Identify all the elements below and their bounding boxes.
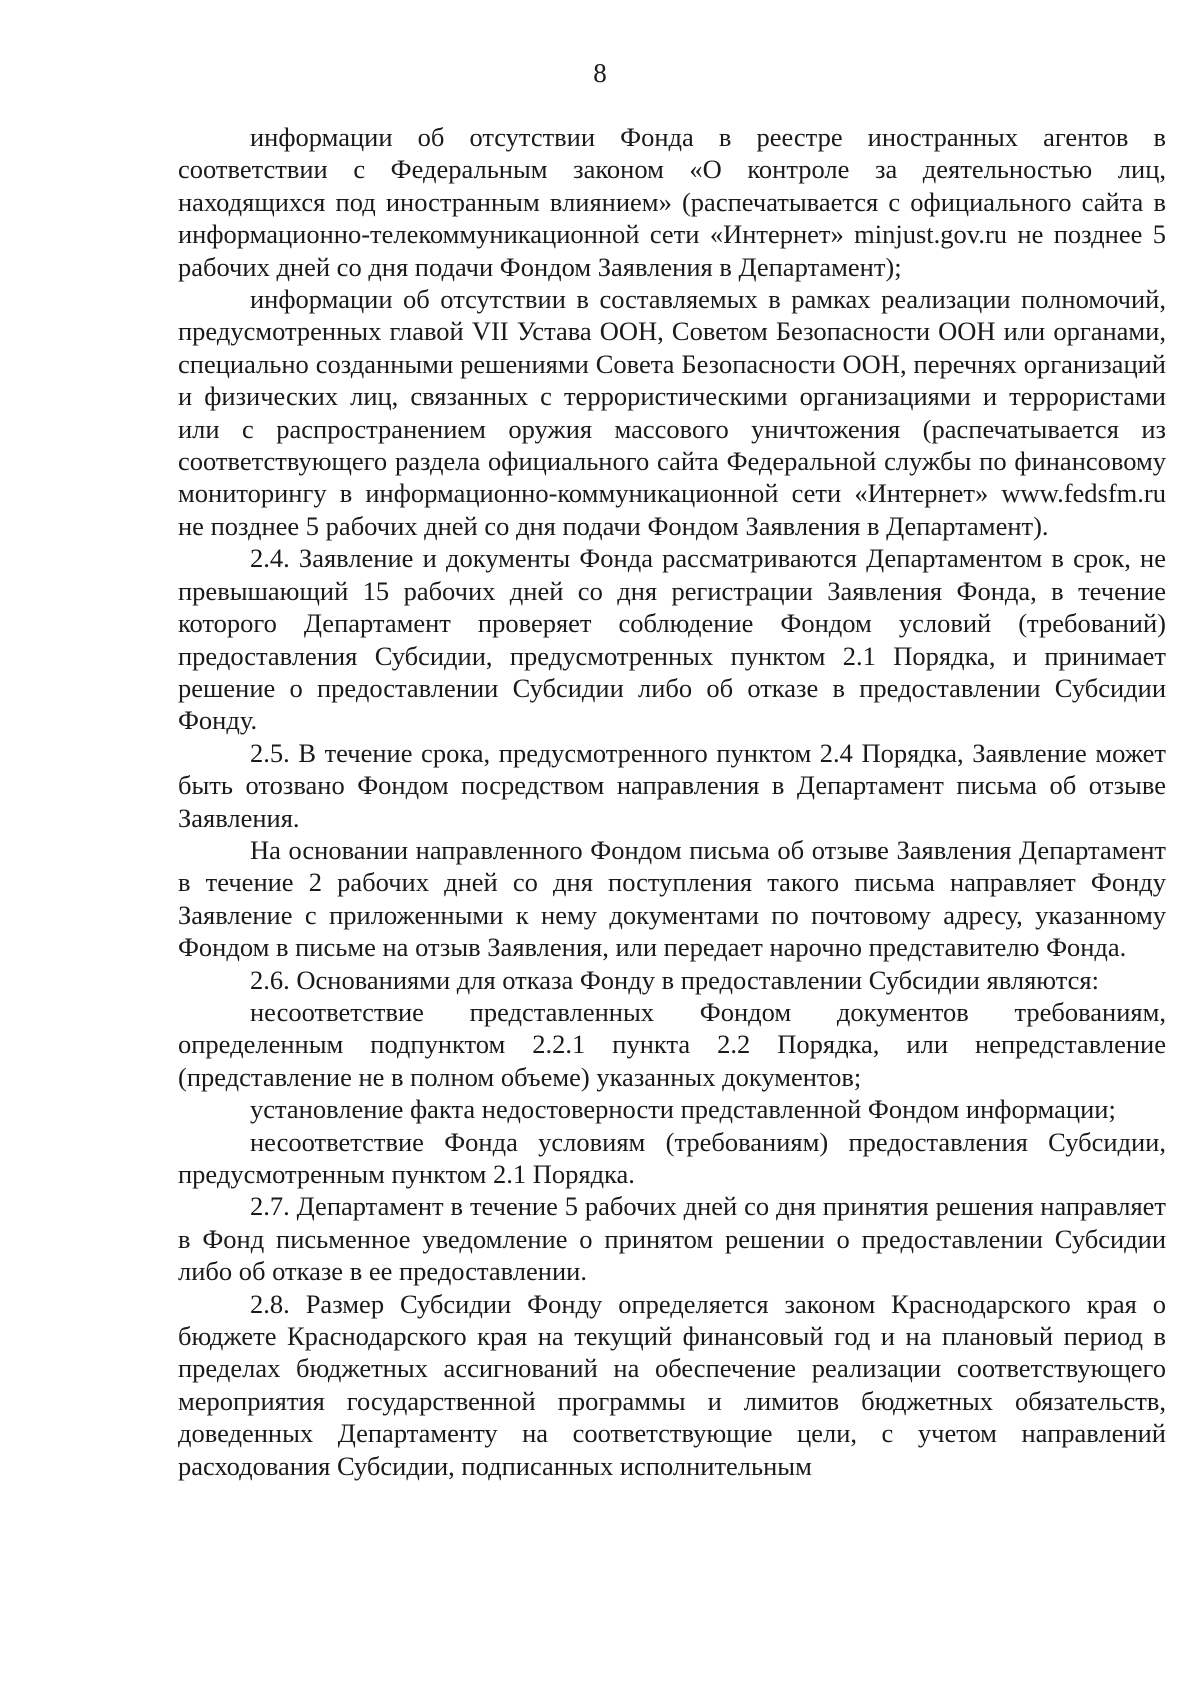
paragraph-un-terrorism-lists: информации об отсутствии в составляемых в рамках реализации полномочий, предусмотренных главой VII Устава ООН, Советом Безопасности ООН или органами, специально созданными решениями Совета Безопасности ООН, перечнях организаций и физических лиц, связанных с террористическими организациями и террористами или с распространением оружия массового уничтожения (распечатывается из соответствующего раздела официального сайта Федеральной службы по финансовому мониторингу в информационно-коммуникационной сети «Интернет» www.fedsfm.ru не позднее 5 рабочих дней со дня подачи Фондом Заявления в Департамент).: [178, 284, 1166, 541]
paragraph-2-6: 2.6. Основаниями для отказа Фонду в предоставлении Субсидии являются:: [250, 964, 1099, 995]
paragraph-foreign-agents-registry: информации об отсутствии Фонда в реестре иностранных агентов в соответствии с Федеральным законом «О контроле за деятельностью лиц, находящихся под иностранным влиянием» (распечатывается с официального сайта в информационно-телекоммуникационной сети «Интернет» minjust.gov.ru не позднее 5 рабочих дней со дня подачи Фондом Заявления в Департамент);: [178, 122, 1166, 282]
paragraph-refusal-ground-documents: несоответствие представленных Фондом документов требованиям, определенным подпунктом 2.2.1 пункта 2.2 Порядка, или непредставление (представление не в полном объеме) указанных документов;: [178, 996, 1166, 1092]
page-number: 8: [593, 58, 607, 88]
paragraph-refusal-ground-false-info: установление факта недостоверности представленной Фондом информации;: [250, 1094, 1116, 1125]
document-body: [178, 121, 1166, 1482]
paragraph-withdrawal-return: На основании направленного Фондом письма об отзыве Заявления Департамент в течение 2 рабочих дней со дня поступления такого письма направляет Фонду Заявление с приложенными к нему документами по почтовому адресу, указанному Фондом в письме на отзыв Заявления, или передает нарочно представителю Фонда.: [178, 834, 1166, 963]
paragraph-2-8: 2.8. Размер Субсидии Фонду определяется законом Краснодарского края о бюджете Краснодарского края на текущий финансовый год и на плановый период в пределах бюджетных ассигнований на обеспечение реализации соответствующего мероприятия государственной программы и лимитов бюджетных обязательств, доведенных Департаменту на соответствующие цели, с учетом направлений расходования Субсидии, подписанных исполнительным: [178, 1288, 1166, 1481]
paragraph-2-7: 2.7. Департамент в течение 5 рабочих дней со дня принятия решения направляет в Фонд письменное уведомление о принятом решении о предоставлении Субсидии либо об отказе в ее предоставлении.: [178, 1191, 1166, 1287]
paragraph-refusal-ground-conditions: несоответствие Фонда условиям (требованиям) предоставления Субсидии, предусмотренным пунктом 2.1 Порядка.: [178, 1126, 1166, 1189]
paragraph-2-5: 2.5. В течение срока, предусмотренного пунктом 2.4 Порядка, Заявление может быть отозвано Фондом посредством направления в Департамент письма об отзыве Заявления.: [178, 737, 1166, 833]
paragraph-2-4: 2.4. Заявление и документы Фонда рассматриваются Департаментом в срок, не превышающий 15 рабочих дней со дня регистрации Заявления Фонда, в течение которого Департамент проверяет соблюдение Фондом условий (требований) предоставления Субсидии, предусмотренных пунктом 2.1 Порядка, и принимает решение о предоставлении Субсидии либо об отказе в предоставлении Субсидии Фонду.: [178, 543, 1166, 736]
